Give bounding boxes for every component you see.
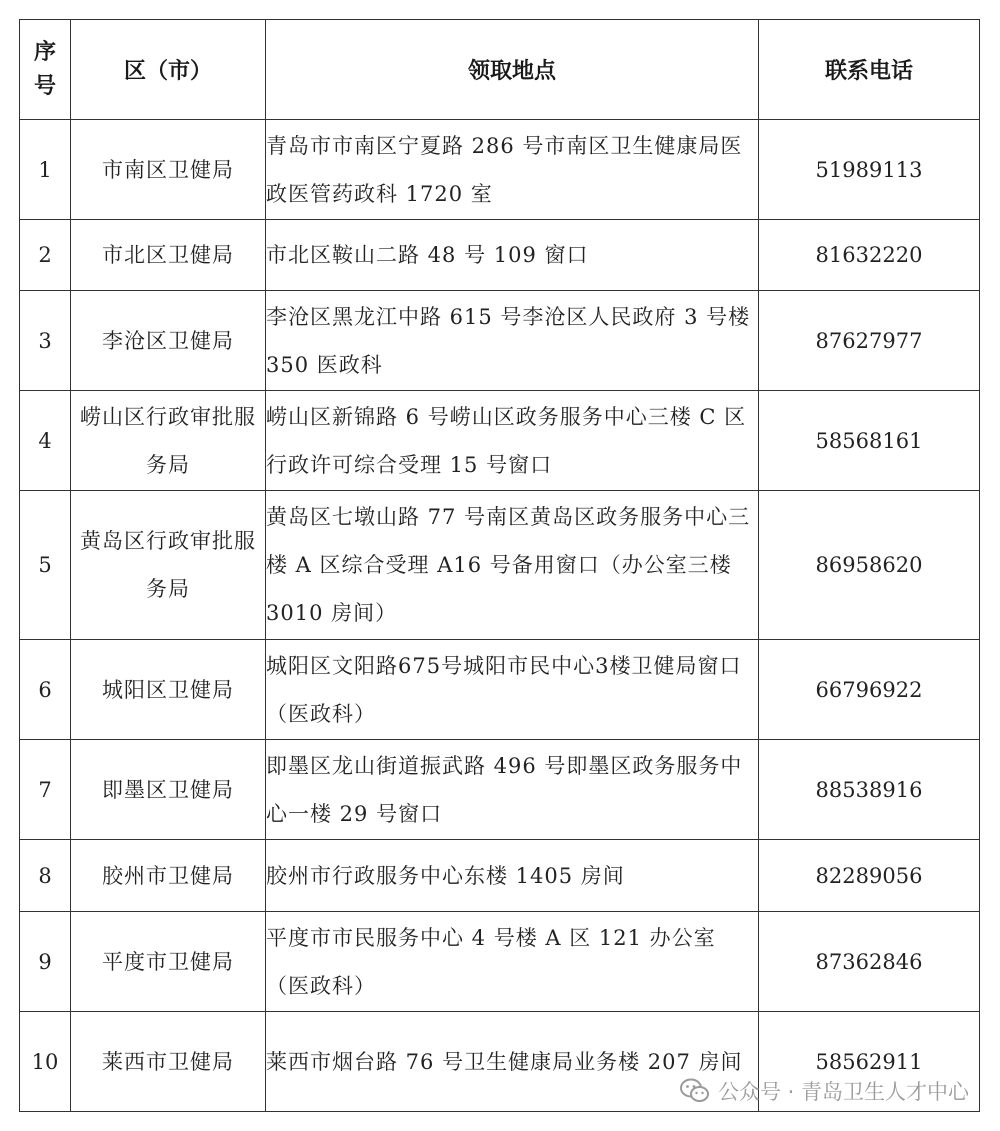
table-row [20,491,980,640]
row-location: 李沧区黑龙江中路 615 号李沧区人民政府 3 号楼 350 医政科 [266,291,759,391]
row-district: 平度市卫健局 [71,912,266,1012]
row-no: 4 [20,391,71,491]
table-header-row [20,20,980,120]
row-no: 9 [20,912,71,1012]
row-no: 1 [20,120,71,220]
row-phone: 88538916 [759,740,980,840]
row-district: 崂山区行政审批服务局 [71,391,266,491]
header-district: 区（市） [71,20,266,120]
table-row [20,120,980,220]
row-location: 城阳区文阳路675号城阳市民中心3楼卫健局窗口（医政科） [266,640,759,740]
row-no: 3 [20,291,71,391]
header-no: 序号 [20,20,71,120]
row-phone: 81632220 [759,220,980,291]
row-location: 崂山区新锦路 6 号崂山区政务服务中心三楼 C 区行政许可综合受理 15 号窗口 [266,391,759,491]
row-phone: 58568161 [759,391,980,491]
clinic-location-table [19,19,980,1112]
row-phone: 82289056 [759,840,980,912]
row-phone: 66796922 [759,640,980,740]
table-row [20,740,980,840]
row-location: 黄岛区七墩山路 77 号南区黄岛区政务服务中心三楼 A 区综合受理 A16 号备用窗口（办公室三楼 3010 房间） [266,491,759,640]
row-phone: 51989113 [759,120,980,220]
row-district: 胶州市卫健局 [71,840,266,912]
table-row [20,220,980,291]
row-location: 即墨区龙山街道振武路 496 号即墨区政务服务中心一楼 29 号窗口 [266,740,759,840]
row-location: 青岛市市南区宁夏路 286 号市南区卫生健康局医政医管药政科 1720 室 [266,120,759,220]
row-location: 市北区鞍山二路 48 号 109 窗口 [266,220,759,291]
row-no: 8 [20,840,71,912]
watermark [680,1076,969,1106]
row-district: 莱西市卫健局 [71,1012,266,1112]
table-row [20,912,980,1012]
header-location: 领取地点 [266,20,759,120]
table-row [20,291,980,391]
header-phone: 联系电话 [759,20,980,120]
row-no: 6 [20,640,71,740]
row-phone: 58562911 [759,1012,980,1112]
table-row [20,640,980,740]
watermark-text: 公众号 · 青岛卫生人才中心 [717,1080,969,1104]
row-district: 即墨区卫健局 [71,740,266,840]
wechat-icon [680,1078,710,1104]
row-no: 10 [20,1012,71,1112]
row-no: 5 [20,491,71,640]
table-row [20,391,980,491]
row-district: 李沧区卫健局 [71,291,266,391]
row-no: 2 [20,220,71,291]
row-location: 平度市市民服务中心 4 号楼 A 区 121 办公室（医政科） [266,912,759,1012]
row-phone: 87362846 [759,912,980,1012]
table-row [20,840,980,912]
row-district: 城阳区卫健局 [71,640,266,740]
row-location: 胶州市行政服务中心东楼 1405 房间 [266,840,759,912]
row-phone: 86958620 [759,491,980,640]
row-no: 7 [20,740,71,840]
row-district: 黄岛区行政审批服务局 [71,491,266,640]
row-location: 莱西市烟台路 76 号卫生健康局业务楼 207 房间 [266,1012,759,1112]
row-phone: 87627977 [759,291,980,391]
row-district: 市北区卫健局 [71,220,266,291]
row-district: 市南区卫健局 [71,120,266,220]
